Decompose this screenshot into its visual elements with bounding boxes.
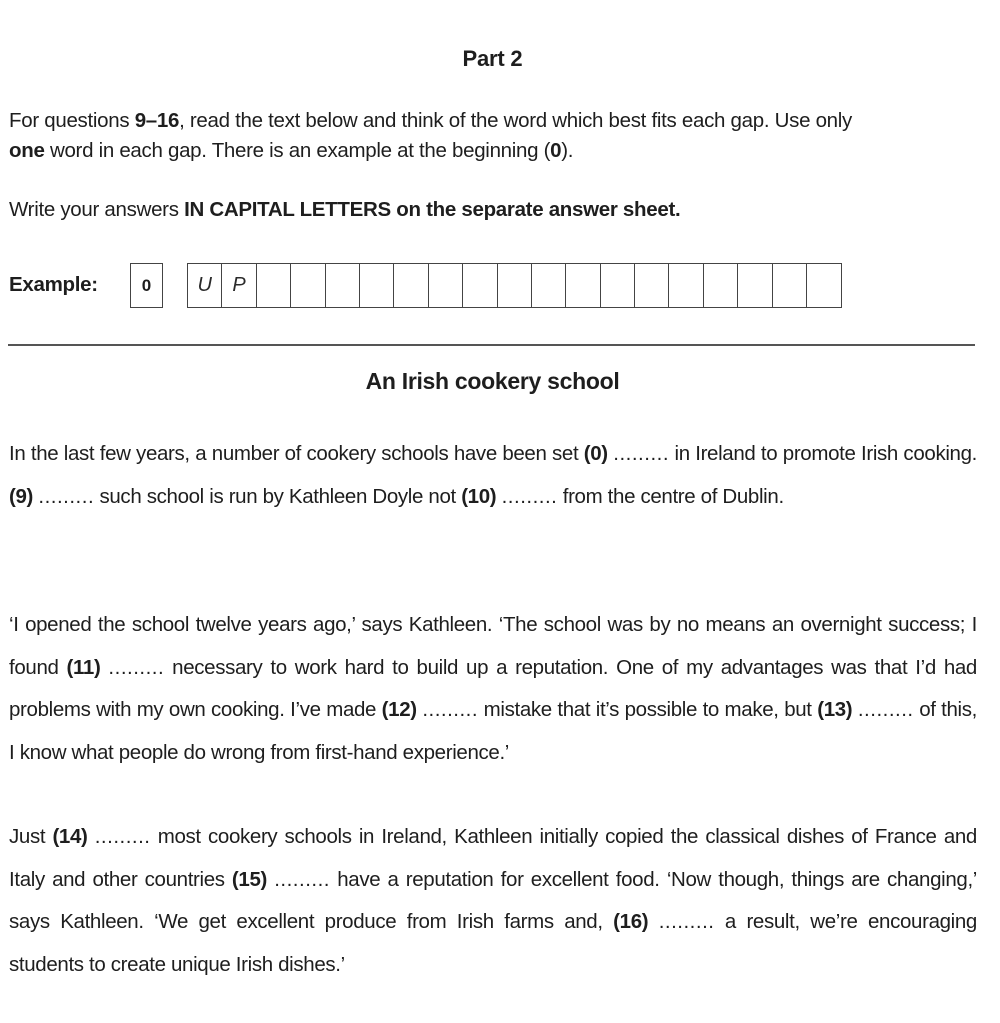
part-title: Part 2 <box>462 46 523 71</box>
paragraph-text: have a reputation for excellent food. ‘Now though, things are changing,’ says Kathleen. ‘We get excellent produce from Irish farms and, <box>9 867 977 933</box>
answer-cell <box>360 264 394 307</box>
example-ref: 0 <box>550 139 562 162</box>
answer-cell <box>773 264 807 307</box>
paragraph-text: such school is run by Kathleen Doyle not <box>94 484 462 508</box>
answer-cell <box>704 264 738 307</box>
paragraph-text: most cookery schools in Ireland, Kathleen initially copied the classical dishes of France and Italy and other countries <box>9 825 977 891</box>
answer-cell: P <box>222 264 256 307</box>
instructions-text: , read the text below and think of the word which best fits each gap. Use only <box>179 109 852 132</box>
answer-cell <box>498 264 532 307</box>
answer-cell <box>566 264 600 307</box>
instructions-paragraph <box>9 106 984 166</box>
text-title: An Irish cookery school <box>365 368 620 394</box>
example-number: 0 <box>141 275 152 295</box>
question-number: (12) <box>381 698 417 721</box>
question-number: (15) <box>231 867 267 891</box>
answer-cell <box>635 264 669 307</box>
answer-cell <box>601 264 635 307</box>
question-range: 9–16 <box>134 109 180 132</box>
answer-cell <box>463 264 497 307</box>
answer-gap: ......... <box>613 442 670 465</box>
question-number: (0) <box>583 442 608 465</box>
example-label: Example: <box>9 273 98 296</box>
paragraph-text: In the last few years, a number of cookery schools have been set <box>9 442 584 465</box>
answer-cell <box>807 264 841 307</box>
answer-gap: ......... <box>108 655 165 679</box>
instructions-text: word in each gap. There is an example at the beginning ( <box>44 139 551 162</box>
emphasis-one: one <box>9 139 45 162</box>
answer-gap: ......... <box>422 698 479 721</box>
answer-cell <box>394 264 428 307</box>
answer-cell <box>257 264 291 307</box>
instructions-text: ). <box>561 139 574 162</box>
question-number: (13) <box>817 698 853 721</box>
answer-gap: ......... <box>274 867 330 891</box>
instructions-text: For questions <box>9 109 135 132</box>
example-answer-boxes <box>187 263 842 308</box>
paragraph-text: ‘I opened the school twelve years ago,’ says Kathleen. ‘The school was by no means an overnight success; I found <box>9 613 977 679</box>
answer-cell <box>326 264 360 307</box>
answer-cell <box>291 264 325 307</box>
write-instructions <box>9 195 984 225</box>
answer-gap: ......... <box>658 910 715 933</box>
answer-gap: ......... <box>501 484 558 508</box>
answer-cell <box>669 264 703 307</box>
paragraph-text: mistake that it’s possible to make, but <box>478 698 818 721</box>
divider <box>8 344 975 346</box>
answer-gap: ......... <box>857 698 914 721</box>
paragraph-text: from the centre of Dublin. <box>557 484 784 508</box>
paragraph-2 <box>9 604 977 774</box>
example-number-box <box>130 263 163 308</box>
paragraph-text: Just <box>9 825 53 848</box>
paragraph-3 <box>9 816 977 986</box>
question-number: (9) <box>9 484 34 508</box>
answer-cell <box>738 264 772 307</box>
question-number: (11) <box>66 655 101 679</box>
answer-cell <box>532 264 566 307</box>
paragraph-text: of this, I know what people do wrong from first-hand experience.’ <box>9 698 978 764</box>
question-number: (16) <box>613 910 649 933</box>
paragraph-text: a result, we’re encouraging students to create unique Irish dishes.’ <box>9 910 977 976</box>
answer-cell <box>429 264 463 307</box>
question-number: (10) <box>461 484 497 508</box>
answer-gap: ......... <box>38 484 95 508</box>
capital-letters-instruction: IN CAPITAL LETTERS on the separate answer sheet. <box>184 198 681 221</box>
paragraph-text: in Ireland to promote Irish cooking. <box>669 442 977 465</box>
paragraph-text: necessary to work hard to build up a reputation. One of my advantages was that I’d had problems with my own cooking. I’ve made <box>9 655 977 721</box>
answer-gap: ......... <box>94 825 151 848</box>
instructions-text: Write your answers <box>9 198 185 221</box>
question-number: (14) <box>52 825 88 848</box>
answer-cell: U <box>188 264 222 307</box>
paragraph-1 <box>9 433 977 518</box>
